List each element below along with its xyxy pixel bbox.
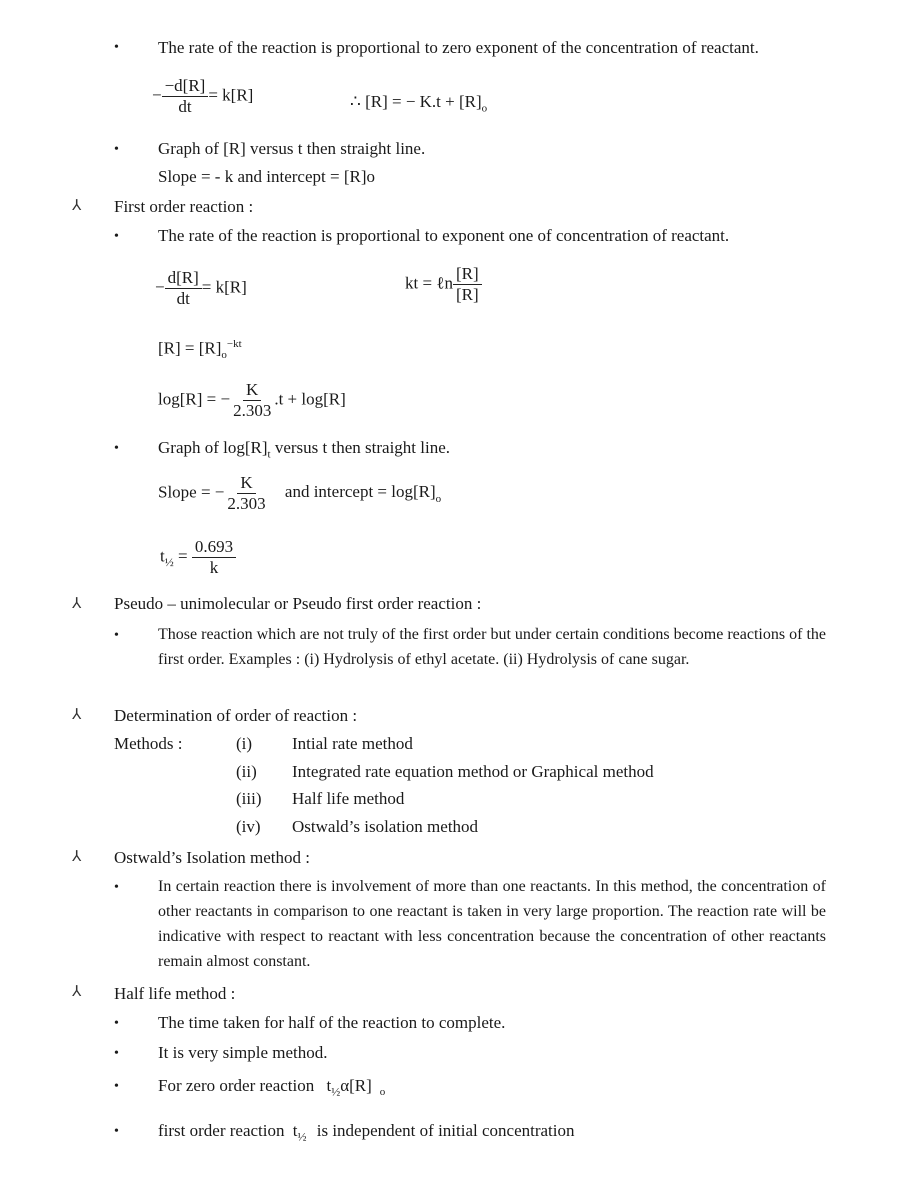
eq-rhs: .t + log[R]	[274, 389, 346, 409]
method-num: (iv)	[236, 817, 261, 836]
method-num: (iii)	[236, 789, 262, 808]
section-marker-icon: ⅄	[72, 198, 82, 214]
eq-num: [R]	[453, 264, 482, 285]
eq-sub: o	[481, 102, 488, 115]
methods-label: Methods :	[114, 734, 183, 753]
half-eq: =	[177, 546, 188, 566]
first-order-rate-text: The rate of the reaction is proportional to exponent one of concentration of reactant.	[158, 226, 730, 245]
zero-order-rate-equation: − $\frac{-d[R]}{dt}$ = k[R]	[152, 76, 254, 116]
eq-lhs: kt = ℓn	[405, 273, 453, 293]
half-num: 0.693	[192, 537, 236, 558]
section-marker-icon: ⅄	[72, 984, 82, 1000]
first-order-graph-text	[158, 438, 450, 460]
zero-order-graph-text: Graph of [R] versus t then straight line.	[158, 139, 426, 158]
graph-post: versus t then straight line.	[270, 438, 451, 457]
half-expr: α[R]	[340, 1076, 372, 1095]
section-marker-icon: ⅄	[72, 707, 82, 723]
method-text: Intial rate method	[292, 734, 413, 753]
bullet: •	[114, 441, 119, 456]
first-order-half-life-equation	[160, 537, 236, 578]
pseudo-heading: Pseudo – unimolecular or Pseudo first order reaction :	[114, 594, 482, 613]
first-order-heading: First order reaction :	[114, 197, 254, 216]
method-num: (ii)	[236, 762, 257, 781]
eq-num: K	[243, 380, 261, 401]
bullet: •	[114, 1124, 119, 1139]
bullet: •	[114, 1046, 119, 1061]
first-order-slope-equation	[158, 473, 441, 514]
zero-order-integrated-equation	[350, 92, 487, 114]
bullet: •	[114, 880, 119, 895]
eq-den: dt	[178, 97, 192, 116]
bullet: •	[114, 628, 119, 643]
bullet: •	[114, 142, 119, 157]
eq-sup: −kt	[226, 338, 242, 350]
eq-integrated: ∴ [R] = − K.t + [R]	[350, 92, 482, 111]
bullet: •	[114, 229, 119, 244]
eq-rhs: = k[R]	[208, 85, 254, 105]
bullet: •	[114, 40, 119, 55]
first-order-log-equation	[158, 380, 346, 421]
expr-sub: o	[379, 1086, 386, 1099]
section-marker-icon: ⅄	[72, 849, 82, 865]
first-order-pre: first order reaction	[158, 1121, 285, 1140]
method-text: Ostwald’s isolation method	[292, 817, 479, 836]
half-t: t	[292, 1121, 298, 1140]
first-order-post: is independent of initial concentration	[316, 1121, 575, 1140]
ostwald-paragraph: In certain reaction there is involvement of more than one reactants. In this method, the concentration of other reactants in comparison to one reactant is taken in very large proportion. The reaction rate will be indicative with respect to reactant with less concentration because the concentration of other reactants remain almost constant.	[158, 878, 826, 970]
first-order-rate-equation: − $\frac{d[R]}{dt}$ = k[R]	[155, 268, 247, 308]
half-sub: ½	[331, 1084, 341, 1099]
half-life-bullet-1: The time taken for half of the reaction to complete.	[158, 1013, 506, 1032]
eq-rhs: = k[R]	[201, 277, 247, 297]
eq-lhs: log[R] = −	[158, 389, 231, 409]
first-order-exponential-equation	[158, 338, 242, 361]
eq-den: dt	[176, 289, 190, 308]
method-num: (i)	[236, 734, 253, 753]
pseudo-paragraph: Those reaction which are not truly of the first order but under certain conditions become reactions of the first order. Examples : (i) Hydrolysis of ethyl acetate. (ii) Hydrolysis of cane sugar.	[158, 626, 826, 668]
half-life-bullet-3	[158, 1076, 385, 1099]
zero-order-pre: For zero order reaction	[158, 1076, 315, 1095]
section-marker-icon: ⅄	[72, 596, 82, 612]
bullet: •	[114, 1079, 119, 1094]
eq-num: d[R]	[165, 268, 202, 289]
intercept-text: and intercept = log[R]	[284, 482, 436, 502]
half-sub: ½	[297, 1129, 307, 1144]
half-life-bullet-2: It is very simple method.	[158, 1043, 328, 1062]
half-life-heading: Half life method :	[114, 984, 236, 1003]
eq-exp: [R] = [R]	[158, 338, 222, 358]
zero-order-slope-text: Slope = - k and intercept = [R]o	[158, 167, 375, 186]
half-t: t	[160, 546, 165, 566]
half-t: t	[326, 1076, 332, 1095]
half-life-bullet-4	[158, 1121, 575, 1144]
eq-num: −d[R]	[162, 76, 209, 97]
intercept-sub: o	[435, 492, 442, 505]
zero-order-rate-text: The rate of the reaction is proportional to zero exponent of the concentration of reactant.	[158, 38, 759, 57]
eq-sub: o	[221, 349, 227, 362]
first-order-kt-equation	[405, 264, 482, 305]
graph-sub: t	[267, 448, 271, 461]
slope-lhs: Slope = −	[158, 482, 225, 502]
method-text: Half life method	[292, 789, 405, 808]
slope-den: 2.303	[227, 494, 266, 513]
bullet: •	[114, 1016, 119, 1031]
method-text: Integrated rate equation method or Graphical method	[292, 762, 654, 781]
graph-pre: Graph of log[R]	[158, 438, 268, 457]
slope-num: K	[237, 473, 255, 494]
determination-heading: Determination of order of reaction :	[114, 706, 358, 725]
eq-den: 2.303	[233, 401, 272, 420]
half-den: k	[209, 558, 219, 577]
eq-den: [R]	[455, 285, 479, 304]
ostwald-heading: Ostwald’s Isolation method :	[114, 848, 310, 867]
half-sub: ½	[164, 554, 174, 569]
